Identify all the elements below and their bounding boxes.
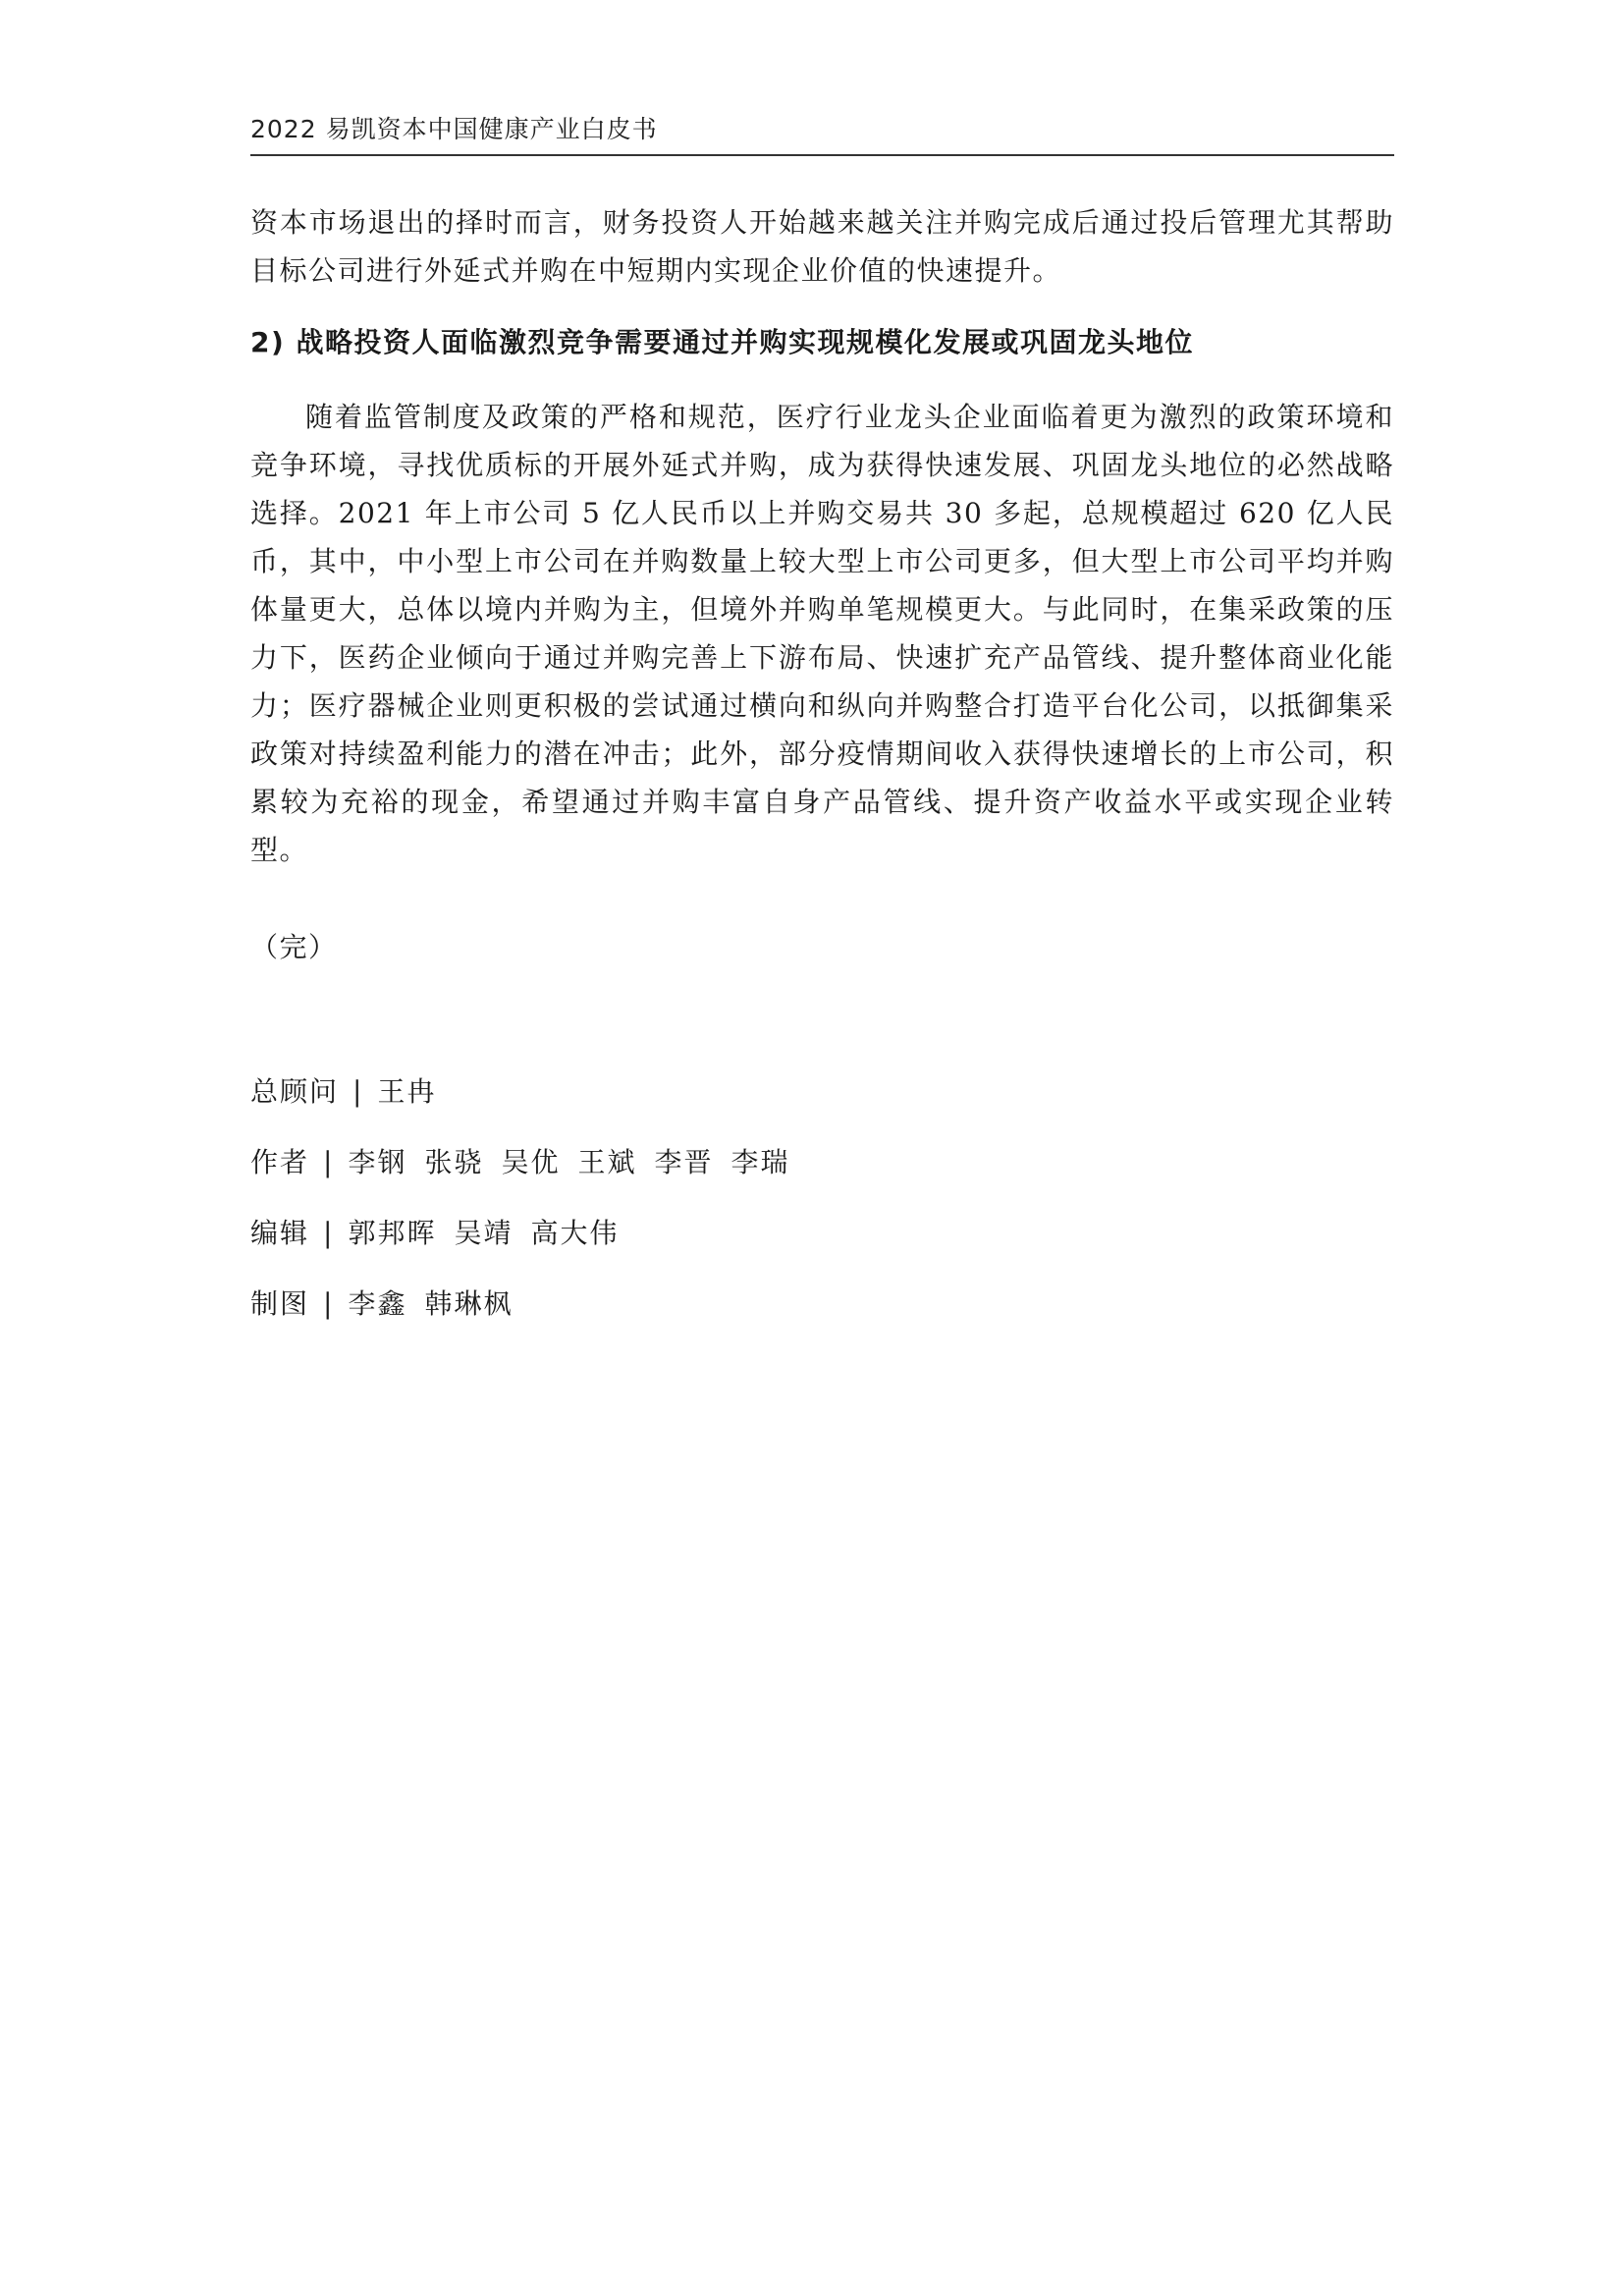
credit-name: 高大伟 — [530, 1217, 620, 1249]
end-mark: （完） — [250, 931, 338, 963]
credit-name: 王斌 — [577, 1146, 637, 1178]
credit-label: 编辑 — [250, 1217, 310, 1249]
header-divider — [250, 154, 1394, 156]
credit-separator: | — [323, 1146, 335, 1178]
credit-name: 李钢 — [348, 1146, 407, 1178]
paragraph-strategic-investors: 随着监管制度及政策的严格和规范，医疗行业龙头企业面临着更为激烈的政策环境和竞争环境，寻找优质标的开展外延式并购，成为获得快速发展、巩固龙头地位的必然战略选择。2021 年上市公司 5 亿人民币以上并购交易共 30 多起，总规模超过 620 亿人民币，其中，中小型上市公司在并购数量上较大型上市公司更多，但大型上市公司平均并购体量更大，总体以境内并购为主，但境外并购单笔规模更大。与此同时，在集采政策的压力下，医药企业倾向于通过并购完善上下游布局、快速扩充产品管线、提升整体商业化能力；医疗器械企业则更积极的尝试通过横向和纵向并购整合打造平台化公司，以抵御集采政策对持续盈利能力的潜在冲击；此外，部分疫情期间收入获得快速增长的上市公司，积累较为充裕的现金，希望通过并购丰富自身产品管线、提升资产收益水平或实现企业转型。 — [250, 401, 1394, 866]
credit-name: 李瑞 — [730, 1146, 790, 1178]
credit-name: 郭邦晖 — [348, 1217, 437, 1249]
credit-advisor — [250, 1072, 454, 1112]
credit-editors — [250, 1214, 637, 1253]
credit-graphics — [250, 1285, 530, 1324]
credit-name: 李鑫 — [348, 1287, 407, 1320]
credit-name: 李晋 — [654, 1146, 714, 1178]
credit-separator: | — [323, 1287, 335, 1320]
running-header: 2022 易凯资本中国健康产业白皮书 — [250, 115, 658, 143]
credit-separator: | — [323, 1217, 335, 1249]
credit-separator: | — [352, 1075, 364, 1108]
credit-label: 作者 — [250, 1146, 310, 1178]
credit-name: 韩琳枫 — [424, 1287, 514, 1320]
credit-authors — [250, 1143, 808, 1182]
credit-name: 吴优 — [501, 1146, 561, 1178]
credit-name: 吴靖 — [454, 1217, 514, 1249]
credit-name: 王冉 — [377, 1075, 437, 1108]
section-subheading: 2) 战略投资人面临激烈竞争需要通过并购实现规模化发展或巩固龙头地位 — [250, 326, 1195, 358]
credit-label: 制图 — [250, 1287, 310, 1320]
credit-label: 总顾问 — [250, 1075, 340, 1108]
paragraph-continuation: 资本市场退出的择时而言，财务投资人开始越来越关注并购完成后通过投后管理尤其帮助目标公司进行外延式并购在中短期内实现企业价值的快速提升。 — [250, 206, 1394, 287]
credit-name: 张骁 — [424, 1146, 484, 1178]
